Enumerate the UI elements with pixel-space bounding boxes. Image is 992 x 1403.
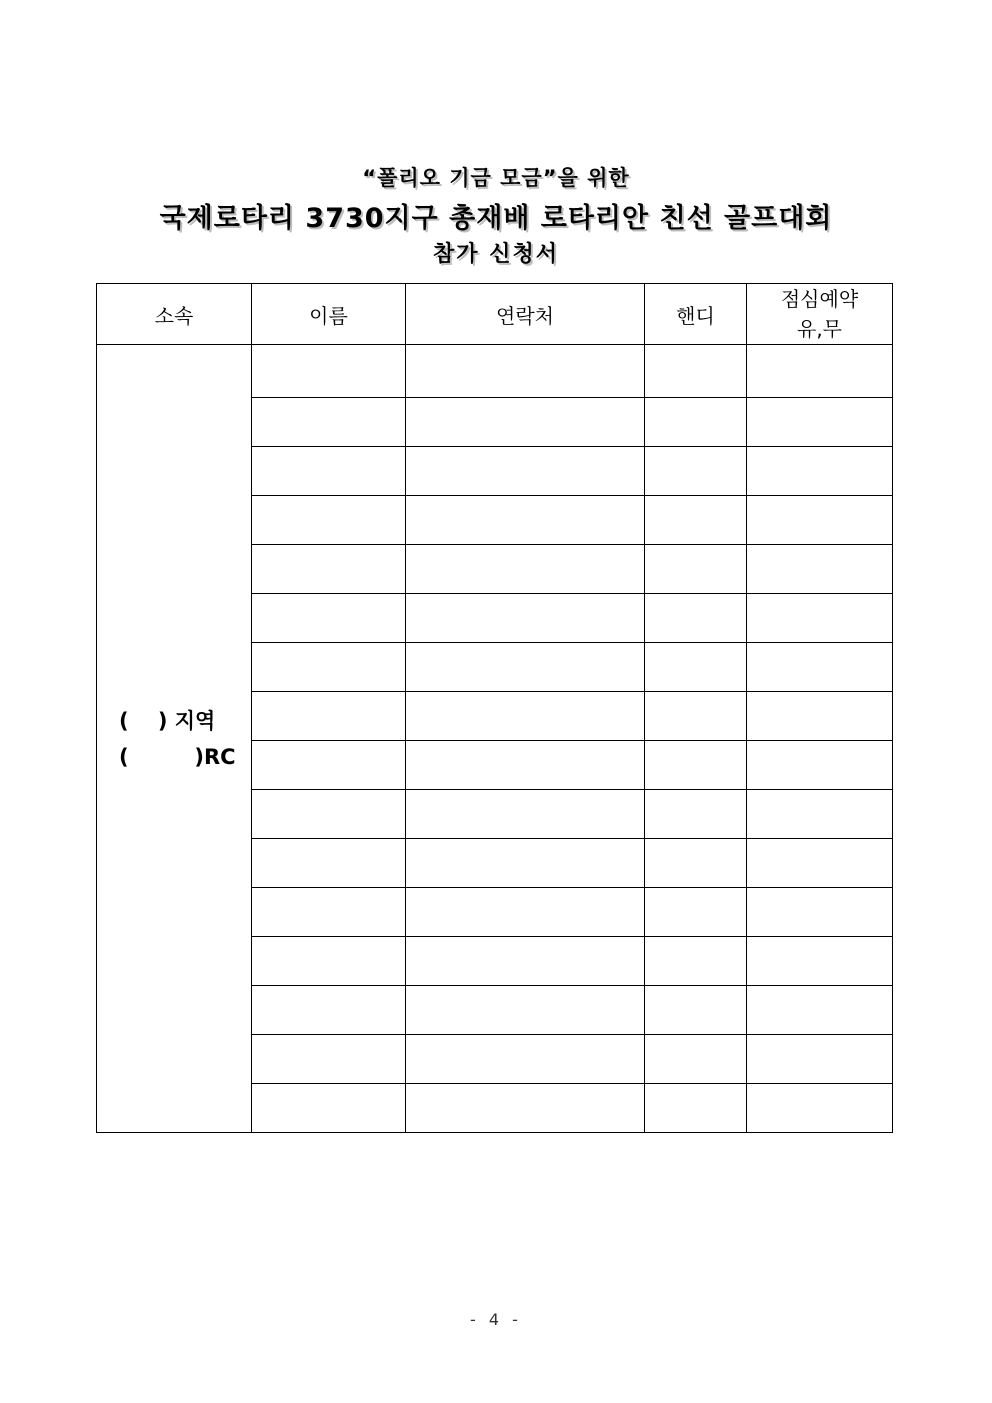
handicap-cell[interactable] [645, 1035, 747, 1084]
contact-cell[interactable] [406, 986, 645, 1035]
handicap-cell[interactable] [645, 986, 747, 1035]
contact-cell[interactable] [406, 790, 645, 839]
name-cell[interactable] [252, 398, 406, 447]
lunch-cell[interactable] [747, 692, 893, 741]
handicap-cell[interactable] [645, 447, 747, 496]
column-header-name: 이름 [252, 284, 406, 345]
name-cell[interactable] [252, 1084, 406, 1133]
contact-cell[interactable] [406, 496, 645, 545]
name-cell[interactable] [252, 496, 406, 545]
name-cell[interactable] [252, 937, 406, 986]
lunch-cell[interactable] [747, 398, 893, 447]
contact-cell[interactable] [406, 398, 645, 447]
page-number: - 4 - [470, 1310, 522, 1329]
contact-cell[interactable] [406, 937, 645, 986]
registration-table [96, 283, 893, 1133]
lunch-header-line2: 유,무 [797, 317, 842, 341]
name-cell[interactable] [252, 1035, 406, 1084]
lunch-cell[interactable] [747, 447, 893, 496]
name-cell[interactable] [252, 692, 406, 741]
contact-cell[interactable] [406, 447, 645, 496]
handicap-cell[interactable] [645, 545, 747, 594]
contact-cell[interactable] [406, 692, 645, 741]
column-header-handicap: 핸디 [645, 284, 747, 345]
table-header-row [97, 284, 893, 345]
name-cell[interactable] [252, 839, 406, 888]
contact-cell[interactable] [406, 594, 645, 643]
name-cell[interactable] [252, 986, 406, 1035]
lunch-cell[interactable] [747, 1084, 893, 1133]
contact-cell[interactable] [406, 345, 645, 398]
lunch-cell[interactable] [747, 345, 893, 398]
handicap-cell[interactable] [645, 345, 747, 398]
handicap-cell[interactable] [645, 741, 747, 790]
name-cell[interactable] [252, 790, 406, 839]
column-header-affiliation: 소속 [97, 284, 252, 345]
contact-cell[interactable] [406, 643, 645, 692]
handicap-cell[interactable] [645, 790, 747, 839]
contact-cell[interactable] [406, 1084, 645, 1133]
contact-cell[interactable] [406, 1035, 645, 1084]
handicap-cell[interactable] [645, 1084, 747, 1133]
affiliation-cell[interactable] [97, 345, 252, 1133]
lunch-cell[interactable] [747, 937, 893, 986]
affiliation-region: ( ) 지역 [119, 708, 216, 733]
name-cell[interactable] [252, 345, 406, 398]
column-header-contact: 연락처 [406, 284, 645, 345]
handicap-cell[interactable] [645, 937, 747, 986]
name-cell[interactable] [252, 447, 406, 496]
lunch-cell[interactable] [747, 839, 893, 888]
lunch-cell[interactable] [747, 986, 893, 1035]
lunch-cell[interactable] [747, 594, 893, 643]
handicap-cell[interactable] [645, 692, 747, 741]
name-cell[interactable] [252, 888, 406, 937]
handicap-cell[interactable] [645, 594, 747, 643]
lunch-cell[interactable] [747, 545, 893, 594]
affiliation-club: ( )RC [119, 744, 236, 769]
name-cell[interactable] [252, 545, 406, 594]
handicap-cell[interactable] [645, 496, 747, 545]
handicap-cell[interactable] [645, 398, 747, 447]
contact-cell[interactable] [406, 839, 645, 888]
name-cell[interactable] [252, 594, 406, 643]
contact-cell[interactable] [406, 888, 645, 937]
lunch-cell[interactable] [747, 790, 893, 839]
lunch-cell[interactable] [747, 496, 893, 545]
handicap-cell[interactable] [645, 839, 747, 888]
lunch-cell[interactable] [747, 888, 893, 937]
table-row [97, 345, 893, 398]
contact-cell[interactable] [406, 545, 645, 594]
name-cell[interactable] [252, 741, 406, 790]
document-title: 국제로타리 3730지구 총재배 로타리안 친선 골프대회 [159, 203, 833, 234]
form-title: 참가 신청서 [433, 242, 559, 267]
handicap-cell[interactable] [645, 643, 747, 692]
table-body [97, 345, 893, 1133]
lunch-header-line1: 점심예약 [780, 287, 859, 311]
column-header-lunch [747, 284, 893, 345]
name-cell[interactable] [252, 643, 406, 692]
lunch-cell[interactable] [747, 741, 893, 790]
contact-cell[interactable] [406, 741, 645, 790]
lunch-cell[interactable] [747, 643, 893, 692]
handicap-cell[interactable] [645, 888, 747, 937]
lunch-cell[interactable] [747, 1035, 893, 1084]
document-subtitle: “폴리오 기금 모금”을 위한 [362, 166, 630, 190]
